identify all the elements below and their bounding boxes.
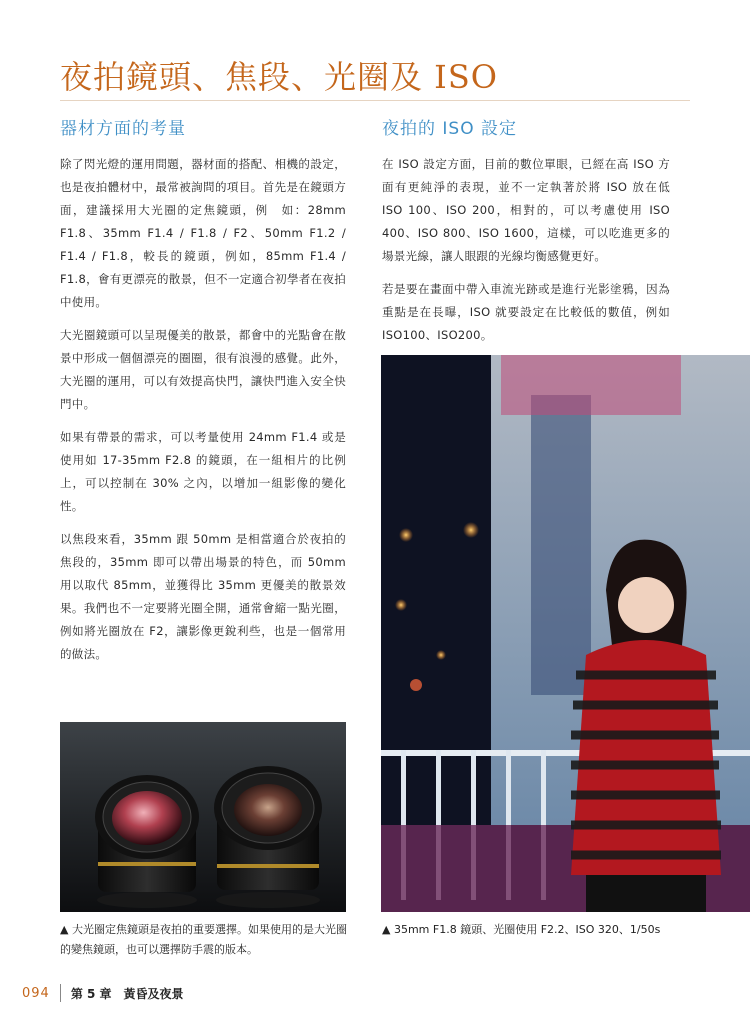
paragraph: 如果有帶景的需求，可以考量使用 24mm F1.4 或是使用如 17-35mm F2.8 的鏡頭，在一組相片的比例上，可以控制在 30% 之內，以增加一組影像的變化性。 <box>60 430 346 513</box>
title-divider <box>60 100 690 101</box>
paragraph: 若是要在畫面中帶入車流光跡或是進行光影塗鴉，因為重點是在長曝，ISO 就要設定在比較低的數值，例如 ISO100、ISO200。 <box>382 282 670 342</box>
page-title: 夜拍鏡頭、焦段、光圈及 ISO <box>60 58 498 96</box>
lens-photo <box>60 722 346 912</box>
night-portrait-photo <box>381 355 750 912</box>
section-heading-iso: 夜拍的 ISO 設定 <box>382 119 517 139</box>
paragraph: 在 ISO 設定方面，目前的數位單眼，已經在高 ISO 方面有更純淨的表現，並不一定執著於將 ISO 放在低 ISO 100、ISO 200，相對的，可以考慮使用 ISO 400、ISO 800、ISO 1600，這樣，可以吃進更多的場景光線，讓人眼跟的光線均衡感覺更好。 <box>382 157 670 263</box>
portrait-photo-caption: ▲ 35mm F1.8 鏡頭、光圈使用 F2.2、ISO 320、1/50s <box>382 923 661 936</box>
paragraph: 以焦段來看，35mm 跟 50mm 是相當適合於夜拍的焦段的，35mm 即可以帶出場景的特色，而 50mm 用以取代 85mm，並獲得比 35mm 更優美的散景效果。我們也不一定要將光圈全開，通常會縮一點光圈，例如將光圈放在 F2，讓影像更銳利些，也是一個常用的做法。 <box>60 532 346 661</box>
left-column <box>60 114 346 676</box>
footer-divider <box>60 984 61 1002</box>
chapter-label: 第 5 章 黃昏及夜景 <box>70 986 184 1001</box>
night-scene-illustration <box>381 355 750 912</box>
right-column <box>382 114 670 357</box>
page-number: 094 <box>22 985 50 1001</box>
lens-illustration <box>60 722 346 912</box>
lens-photo-caption: ▲ 大光圈定焦鏡頭是夜拍的重要選擇。如果使用的是大光圈的變焦鏡頭，也可以選擇防手震的版本。 <box>60 923 347 956</box>
section-heading-equipment: 器材方面的考量 <box>60 119 186 139</box>
paragraph: 大光圈鏡頭可以呈現優美的散景，都會中的光點會在散景中形成一個個漂亮的圈圈，很有浪漫的感覺。此外，大光圈的運用，可以有效提高快門，讓快門進入安全快門中。 <box>60 328 346 411</box>
page-footer <box>22 984 184 1002</box>
paragraph: 除了閃光燈的運用問題，器材面的搭配、相機的設定，也是夜拍體材中，最常被詢問的項目。首先是在鏡頭方面，建議採用大光圈的定焦鏡頭，例 如：28mm F1.8、35mm F1.4 / F1.8 / F2、50mm F1.2 / F1.4 / F1.8，較長的鏡頭，例如，85mm F1.4 / F1.8，會有更漂亮的散景，但不一定適合初學者在夜拍中使用。 <box>60 157 346 309</box>
